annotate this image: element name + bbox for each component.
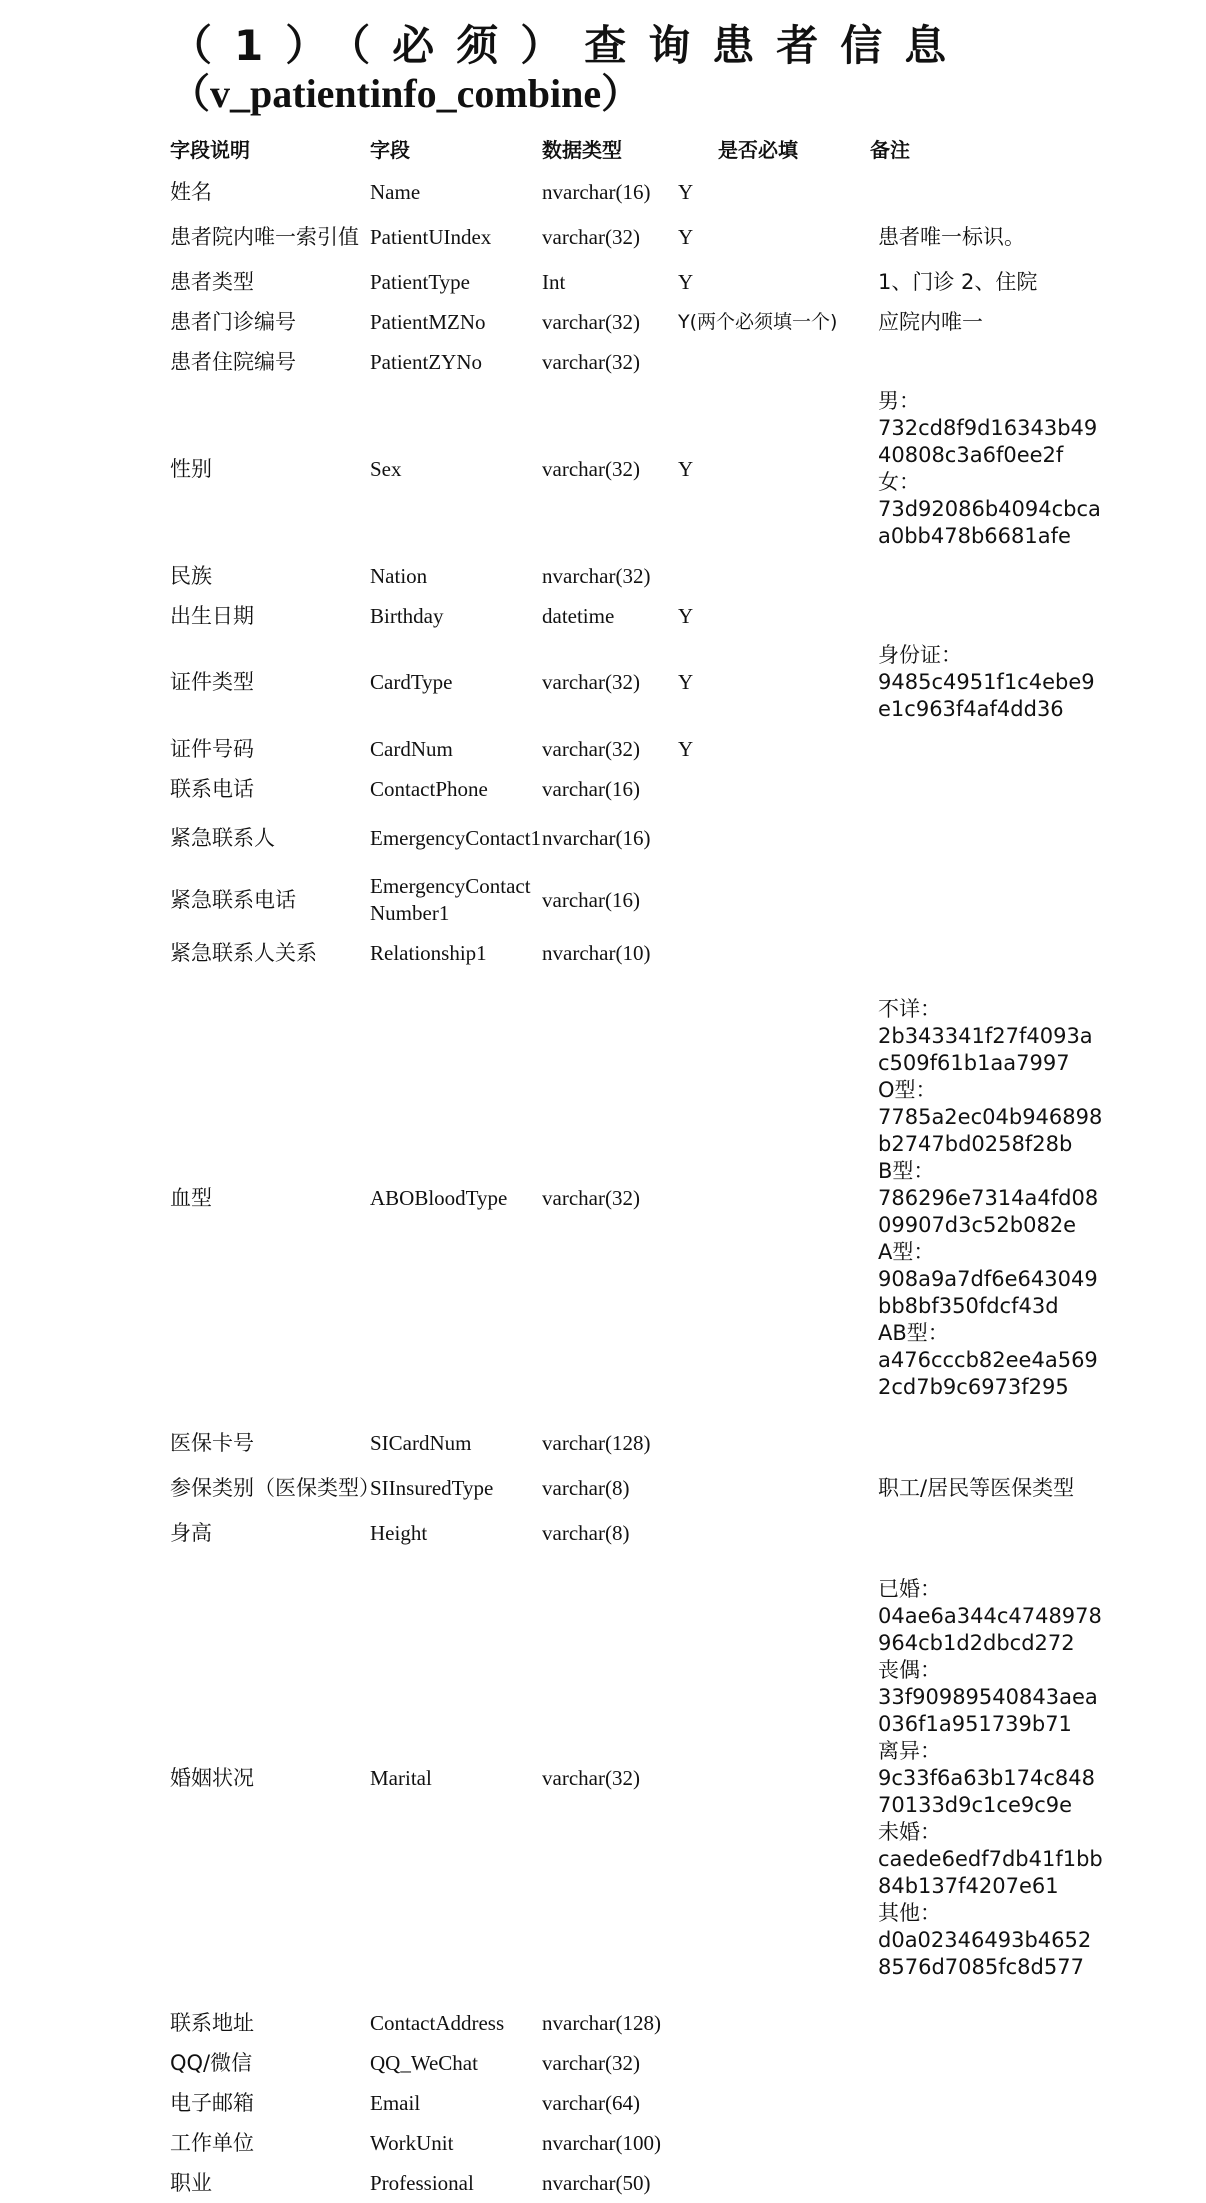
table-row: [170, 769, 1080, 809]
table-row: [170, 262, 1080, 302]
cell-field: PatientZYNo: [370, 349, 482, 374]
cell-description: 联系电话: [170, 776, 254, 801]
cell-field: SIInsuredType: [370, 1475, 494, 1500]
cell-required: [678, 2083, 870, 2123]
cell-field: Nation: [370, 563, 428, 588]
cell-required: [678, 2123, 870, 2163]
cell-field: PatientType: [370, 269, 471, 294]
cell-data-type: nvarchar(128): [542, 2010, 661, 2035]
cell-required: [678, 1463, 870, 1513]
cell-data-type: nvarchar(16): [542, 825, 651, 850]
table-row: [170, 809, 1080, 867]
cell-field: SICardNum: [370, 1430, 472, 1455]
cell-required: [678, 867, 870, 933]
table-row: [170, 867, 1080, 933]
cell-description: 工作单位: [170, 2130, 254, 2155]
cell-field: Marital: [370, 1765, 432, 1790]
cell-description: 患者门诊编号: [170, 309, 296, 334]
cell-data-type: varchar(16): [542, 776, 640, 801]
cell-field: Sex: [370, 456, 402, 481]
cell-field: Email: [370, 2090, 421, 2115]
cell-required: [678, 933, 870, 973]
cell-field: Relationship1: [370, 940, 487, 965]
table-row: [170, 556, 1080, 596]
cell-note: 1、门诊 2、住院: [878, 269, 1038, 294]
cell-note: [870, 867, 1080, 933]
cell-field: ContactAddress: [370, 2010, 505, 2035]
cell-description: 民族: [170, 563, 212, 588]
cell-data-type: varchar(32): [542, 1185, 640, 1210]
table-row: [170, 1513, 1080, 1553]
cell-data-type: varchar(32): [542, 736, 640, 761]
document: [170, 22, 1110, 118]
table-row: [170, 933, 1080, 973]
cell-required: Y: [678, 179, 694, 204]
cell-field: Birthday: [370, 603, 444, 628]
cell-field: Height: [370, 1520, 428, 1545]
cell-required: [678, 973, 870, 1423]
header-data-type: 数据类型: [542, 137, 622, 162]
cell-data-type: nvarchar(50): [542, 2170, 651, 2195]
cell-description: 职业: [170, 2170, 212, 2195]
cell-required: [678, 2163, 870, 2203]
title-line-2: （v_patientinfo_combine）: [170, 71, 642, 116]
cell-note: [870, 2043, 1080, 2083]
table-row: [170, 973, 1080, 1423]
cell-field: Name: [370, 179, 421, 204]
table-row: [170, 2163, 1080, 2203]
header-description: 字段说明: [170, 137, 250, 162]
table-row: [170, 2083, 1080, 2123]
table-row: [170, 2003, 1080, 2043]
cell-required: [678, 1513, 870, 1553]
table-row: [170, 596, 1080, 636]
cell-required: [678, 2043, 870, 2083]
cell-description: 患者住院编号: [170, 349, 296, 374]
header-field: 字段: [370, 137, 410, 162]
cell-data-type: nvarchar(100): [542, 2130, 661, 2155]
cell-description: 证件号码: [170, 736, 254, 761]
cell-description: 紧急联系电话: [170, 887, 296, 912]
cell-required: [678, 1553, 870, 2003]
cell-note: [870, 2083, 1080, 2123]
cell-field: Professional: [370, 2170, 474, 2195]
cell-required: Y: [678, 456, 694, 481]
table-row: [170, 302, 1080, 342]
cell-note: [870, 342, 1080, 382]
cell-description: 婚姻状况: [170, 1765, 254, 1790]
cell-description: 性别: [170, 456, 212, 481]
cell-note: 应院内唯一: [878, 309, 983, 334]
title-line-1: （1）（必须）查询患者信息: [170, 21, 969, 70]
cell-data-type: Int: [542, 269, 566, 294]
cell-description: 联系地址: [170, 2010, 254, 2035]
cell-field: ABOBloodType: [370, 1185, 508, 1210]
table-header-row: [170, 130, 1080, 172]
cell-description: 电子邮箱: [170, 2090, 254, 2115]
cell-required: Y: [678, 736, 694, 761]
cell-description: QQ/微信: [170, 2050, 253, 2075]
cell-note: [870, 809, 1080, 867]
header-required: 是否必填: [718, 137, 798, 162]
cell-note: 男： 732cd8f9d16343b49 40808c3a6f0ee2f 女： 73d92086b4094cbca a0bb478b6681afe: [878, 389, 1101, 548]
cell-data-type: varchar(32): [542, 2050, 640, 2075]
cell-note: [870, 2163, 1080, 2203]
cell-data-type: datetime: [542, 603, 615, 628]
cell-data-type: varchar(32): [542, 309, 640, 334]
cell-required: [678, 556, 870, 596]
cell-note: [870, 769, 1080, 809]
cell-required: Y: [678, 603, 694, 628]
cell-data-type: varchar(32): [542, 456, 640, 481]
cell-data-type: varchar(8): [542, 1520, 630, 1545]
cell-data-type: varchar(128): [542, 1430, 651, 1455]
field-table: [170, 130, 1103, 2203]
cell-field: PatientUIndex: [370, 224, 492, 249]
cell-data-type: varchar(16): [542, 887, 640, 912]
cell-note: 患者唯一标识。: [878, 224, 1025, 249]
cell-description: 血型: [170, 1185, 212, 1210]
cell-note: 不详： 2b343341f27f4093a c509f61b1aa7997 O型： 7785a2ec04b946898 b2747bd0258f28b B型： 786296e7314a4fd08 09907d3c52b082e A型： 908a9a7df6e643049 bb8bf350fdcf43d AB型： a476cccb82ee4a569 2cd7b9c6973f295: [878, 996, 1103, 1399]
table-row: [170, 636, 1080, 729]
cell-note: [870, 729, 1080, 769]
page-title: [170, 22, 1110, 118]
cell-required: Y: [678, 269, 694, 294]
cell-required: [678, 2003, 870, 2043]
cell-required: [678, 769, 870, 809]
cell-data-type: nvarchar(16): [542, 179, 651, 204]
table-row: [170, 212, 1080, 262]
cell-field: EmergencyContact1: [370, 825, 542, 850]
cell-data-type: varchar(64): [542, 2090, 640, 2115]
table-row: [170, 729, 1080, 769]
cell-required: [678, 342, 870, 382]
cell-data-type: nvarchar(10): [542, 940, 651, 965]
cell-data-type: varchar(32): [542, 349, 640, 374]
cell-description: 出生日期: [170, 603, 254, 628]
cell-field: QQ_WeChat: [370, 2050, 478, 2075]
table-row: [170, 1423, 1080, 1463]
cell-field: ContactPhone: [370, 776, 488, 801]
cell-note: 身份证： 9485c4951f1c4ebe9 e1c963f4af4dd36: [878, 643, 1095, 721]
cell-field: CardType: [370, 670, 453, 694]
cell-data-type: varchar(32): [542, 224, 640, 249]
cell-field: PatientMZNo: [370, 309, 486, 334]
cell-required: Y: [678, 224, 694, 249]
cell-field: EmergencyContactNumber1: [370, 874, 531, 925]
cell-field: WorkUnit: [370, 2130, 454, 2155]
cell-note: 职工/居民等医保类型: [878, 1475, 1075, 1500]
cell-note: [870, 596, 1080, 636]
cell-description: 证件类型: [170, 670, 254, 694]
cell-data-type: varchar(32): [542, 670, 640, 694]
table-row: [170, 2043, 1080, 2083]
table-row: [170, 2123, 1080, 2163]
table-row: [170, 172, 1080, 212]
cell-description: 姓名: [170, 179, 212, 204]
cell-required: [678, 1423, 870, 1463]
header-note: 备注: [870, 137, 910, 162]
cell-note: [870, 933, 1080, 973]
cell-note: [870, 1513, 1080, 1553]
cell-description: 紧急联系人: [170, 825, 275, 850]
table-row: [170, 382, 1080, 556]
cell-required: [678, 809, 870, 867]
cell-description: 患者类型: [170, 269, 254, 294]
cell-note: [870, 556, 1080, 596]
cell-description: 参保类别（医保类型）: [170, 1475, 380, 1500]
table-row: [170, 1463, 1080, 1513]
cell-data-type: varchar(8): [542, 1475, 630, 1500]
cell-required: Y(两个必须填一个): [678, 310, 838, 333]
cell-note: [870, 1423, 1080, 1463]
cell-description: 身高: [170, 1520, 212, 1545]
cell-description: 患者院内唯一索引值: [170, 224, 359, 249]
cell-data-type: varchar(32): [542, 1765, 640, 1790]
cell-note: [870, 2003, 1080, 2043]
cell-note: [870, 2123, 1080, 2163]
cell-required: Y: [678, 670, 694, 694]
cell-note: 已婚： 04ae6a344c4748978 964cb1d2dbcd272 丧偶： 33f90989540843aea 036f1a951739b71 离异： 9c33f6a63b174c848 70133d9c1ce9c9e 未婚： caede6edf7db41f1bb 84b137f4207e61 其他： d0a02346493b4652 8576d7085fc8d577: [878, 1576, 1103, 1979]
cell-description: 紧急联系人关系: [170, 940, 317, 965]
cell-note: [870, 172, 1080, 212]
table-row: [170, 342, 1080, 382]
table-body: [170, 172, 1103, 2203]
table-row: [170, 1553, 1080, 2003]
cell-data-type: nvarchar(32): [542, 563, 651, 588]
cell-description: 医保卡号: [170, 1430, 254, 1455]
cell-field: CardNum: [370, 736, 453, 761]
